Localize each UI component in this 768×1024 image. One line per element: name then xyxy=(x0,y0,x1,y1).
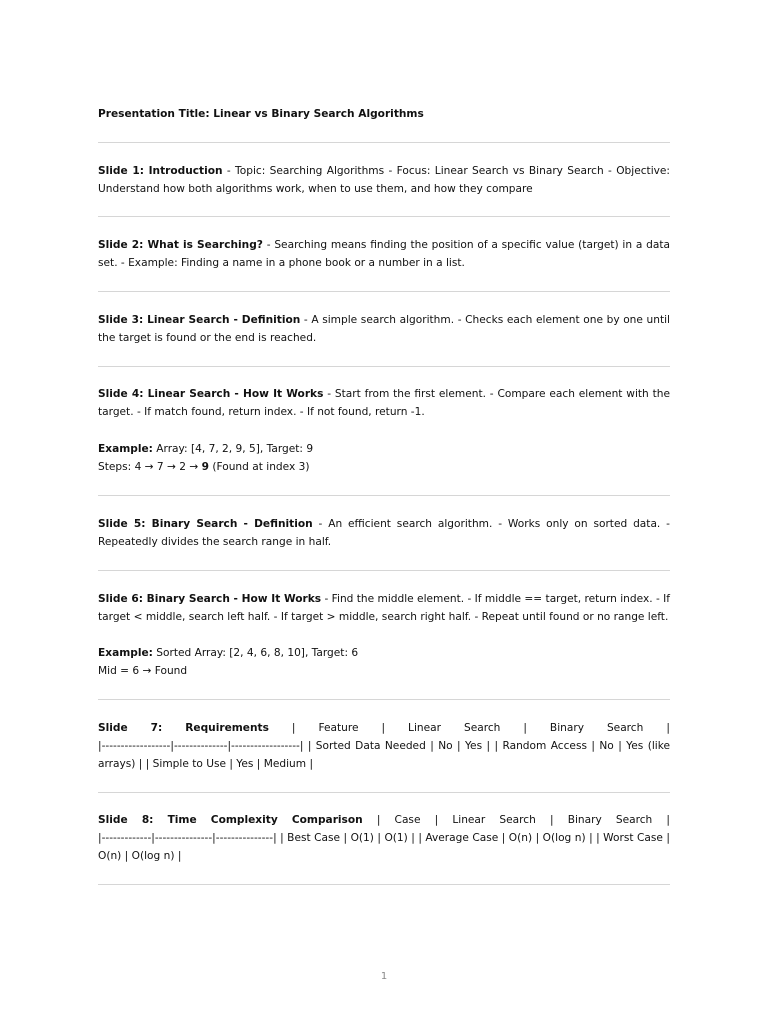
page-number: 1 xyxy=(380,971,388,982)
slide-heading: Slide 4: Linear Search - How It Works xyxy=(98,388,324,400)
heading-word: Complexity xyxy=(210,814,278,826)
table-word: Linear xyxy=(408,722,441,734)
table-word: Feature xyxy=(318,722,359,734)
slide-body: |------------------|--------------|------------------| | Sorted Data Needed | No | Yes | | Random Access | No | Yes (like arrays) | | Simple to Use | Yes | Medium | xyxy=(98,740,670,770)
table-word: | xyxy=(381,722,386,734)
example-label: Example: xyxy=(98,647,153,659)
divider xyxy=(98,570,670,571)
slide-body: - Topic: Searching Algorithms - Focus: Linear Search vs Binary Search - Objective: Understand how both algorithms work, when to use them, and how they compare xyxy=(98,165,670,195)
table-word: | xyxy=(549,814,554,826)
example-label: Example: xyxy=(98,443,153,455)
table-word: | xyxy=(376,814,381,826)
slide-6 xyxy=(98,590,670,626)
slide-heading: Slide 6: Binary Search - How It Works xyxy=(98,593,322,605)
divider xyxy=(98,699,670,700)
slide-body: - Start from the first element. - Compare each element with the target. - If match found, return index. - If not found, return -1. xyxy=(98,388,670,418)
slide-7 xyxy=(98,719,670,773)
slide-8 xyxy=(98,811,670,865)
divider xyxy=(98,495,670,496)
slide-4-example xyxy=(98,440,670,476)
heading-word: 8: xyxy=(141,814,154,826)
table-word: | xyxy=(523,722,527,734)
example-text: Array: [4, 7, 2, 9, 5], Target: 9 xyxy=(152,443,314,455)
slide-5 xyxy=(98,515,670,551)
table-word: Linear xyxy=(452,814,486,826)
slide-1 xyxy=(98,162,670,198)
slide-heading: Slide 2: What is Searching? xyxy=(98,239,263,251)
heading-word: Slide xyxy=(98,814,128,826)
slide-body: - An efficient search algorithm. - Works only on sorted data. - Repeatedly divides the search range in half. xyxy=(98,518,670,548)
example-text: Sorted Array: [2, 4, 6, 8, 10], Target: 6 xyxy=(152,647,359,659)
table-word: Search xyxy=(463,722,501,734)
heading-word: Time xyxy=(167,814,197,826)
slide-2 xyxy=(98,236,670,272)
heading-word: 7: xyxy=(150,722,163,734)
slide-heading: Slide 3: Linear Search - Definition xyxy=(98,314,301,326)
slide-3 xyxy=(98,311,670,347)
table-word: Search xyxy=(606,722,644,734)
table-word: | xyxy=(434,814,439,826)
slide-6-example xyxy=(98,644,670,680)
divider xyxy=(98,216,670,217)
divider xyxy=(98,884,670,885)
slide-body: - A simple search algorithm. - Checks each element one by one until the target is found or the end is reached. xyxy=(98,314,670,344)
table-word: | xyxy=(666,814,670,826)
table-word: Binary xyxy=(567,814,602,826)
table-word: Binary xyxy=(549,722,584,734)
slide-body: - Searching means finding the position of a specific value (target) in a data set. - Example: Finding a name in a phone book or a number in a list. xyxy=(98,239,670,269)
slide-heading: Slide 1: Introduction xyxy=(98,165,223,177)
slide-heading: Slide 5: Binary Search - Definition xyxy=(98,518,313,530)
slide-body: |-------------|---------------|---------------| | Best Case | O(1) | O(1) | | Average Case | O(n) | O(log n) | | Worst Case | O(n) | O(log n) | xyxy=(98,832,670,862)
example-result: Mid = 6 → Found xyxy=(98,665,188,677)
presentation-title: Presentation Title: Linear vs Binary Search Algorithms xyxy=(98,108,424,120)
divider xyxy=(98,366,670,367)
table-word: Case xyxy=(394,814,421,826)
heading-word: Slide xyxy=(98,722,128,734)
table-word: | xyxy=(291,722,296,734)
slide-4 xyxy=(98,385,670,421)
table-word: | xyxy=(666,722,670,734)
table-word: Search xyxy=(499,814,536,826)
divider xyxy=(98,792,670,793)
divider xyxy=(98,291,670,292)
steps-suffix: (Found at index 3) xyxy=(209,461,310,473)
slide-body: - Find the middle element. - If middle == target, return index. - If target < middle, search left half. - If target > middle, search right half. - Repeat until found or no range left. xyxy=(98,593,671,623)
heading-word: Comparison xyxy=(291,814,363,826)
slide-7-first-line xyxy=(98,719,670,737)
slide-8-first-line xyxy=(98,811,670,829)
steps-prefix: Steps: 4 → 7 → 2 → xyxy=(98,461,202,473)
steps-found: 9 xyxy=(201,461,210,473)
heading-word: Requirements xyxy=(185,722,269,734)
divider xyxy=(98,142,670,143)
table-word: Search xyxy=(615,814,653,826)
